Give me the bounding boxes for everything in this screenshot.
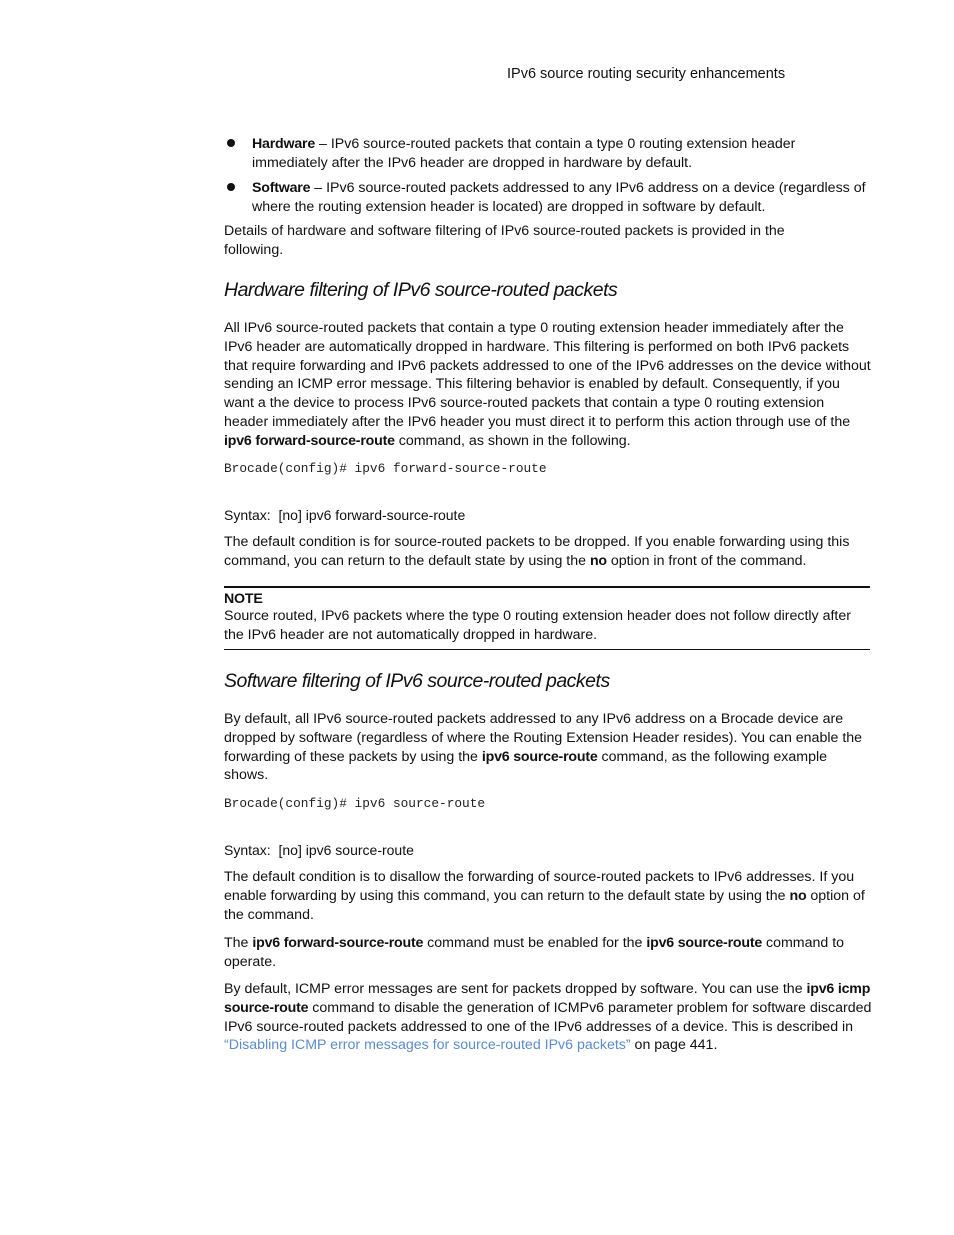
syntax-command: [no] ipv6 forward-source-route [278, 507, 466, 523]
command-ref: no [589, 552, 607, 569]
cross-reference-link[interactable]: “Disabling ICMP error messages for source-routed IPv6 packets” [224, 1037, 631, 1054]
note-label: NOTE [224, 591, 263, 607]
bullet-software [252, 179, 872, 217]
icmp-paragraph [224, 980, 872, 1055]
paragraph-text: option of the command. [224, 887, 865, 923]
syntax-line [224, 841, 414, 860]
note-bottom-rule [224, 649, 870, 650]
command-ref: ipv6 forward-source-route [224, 432, 395, 449]
paragraph-text: The default condition is for source-routed packets to be dropped. If you enable forwarding using this command, you can return to the default state by using the [224, 534, 850, 569]
paragraph-text: command, as shown in the following. [394, 432, 631, 449]
bullet-icon [227, 139, 235, 147]
command-ref: ipv6 forward-source-route [252, 935, 424, 951]
syntax-command: [no] ipv6 source-route [278, 842, 414, 858]
requirement-paragraph [224, 934, 872, 972]
paragraph-text: option in front of the command. [606, 552, 807, 569]
syntax-label: Syntax: [224, 842, 271, 858]
note-text: Source routed, IPv6 packets where the type 0 routing extension header does not follow directly after the IPv6 header are not automatically dropped in hardware. [224, 608, 851, 643]
intro-details: Details of hardware and software filtering of IPv6 source-routed packets is provided in the following. [224, 223, 785, 258]
paragraph-text: By default, all IPv6 source-routed packets addressed to any IPv6 address on a Brocade device are dropped by software (regardless of where the Routing Extension Header resides). You can enable the forwarding of these packets by using the [224, 711, 863, 765]
section-heading-software: Software filtering of IPv6 source-routed packets [224, 670, 610, 692]
bullet-term: Software [252, 180, 311, 196]
syntax-line [224, 506, 465, 525]
paragraph-text: on page 441. [630, 1037, 718, 1054]
paragraph-text: The default condition is to disallow the forwarding of source-routed packets to IPv6 addresses. If you enable forwarding by using this command, you can return to the default state by using the [224, 869, 855, 904]
running-header: IPv6 source routing security enhancements [507, 66, 786, 82]
software-default-paragraph [224, 868, 872, 924]
bullet-text: – IPv6 source-routed packets addressed to any IPv6 address on a device (regardless of where the routing extension header is located) are dropped in software by default. [252, 180, 866, 215]
note-top-rule [224, 586, 870, 588]
paragraph-text: command to operate. [224, 935, 845, 970]
command-ref: ipv6 icmp source-route [224, 981, 871, 1016]
bullet-term: Hardware [252, 136, 316, 152]
paragraph-text: command must be enabled for the [423, 935, 647, 951]
command-ref: no [789, 887, 807, 904]
code-example: Brocade(config)# ipv6 source-route [224, 796, 486, 811]
paragraph-text: All IPv6 source-routed packets that contain a type 0 routing extension header immediately after the IPv6 header are automatically dropped in hardware. This filtering is performed on both IPv6 packets that require forwarding and IPv6 packets addressed to one of the IPv6 addresses on the device without sending an ICMP error message. This filtering behavior is enabled by default. Consequently, if you want a the device to process IPv6 source-routed packets that contain a type 0 routing extension header immediately after the IPv6 header you must direct it to perform this action through use of the [224, 320, 871, 430]
syntax-label: Syntax: [224, 507, 271, 523]
paragraph-text: command to disable the generation of ICMPv6 parameter problem for software discarded IPv6 source-routed packets addressed to one of the IPv6 addresses of a device. This is described in [224, 999, 872, 1035]
section-heading-hardware: Hardware filtering of IPv6 source-routed packets [224, 279, 618, 301]
paragraph-text: command, as the following example shows. [224, 748, 828, 784]
software-paragraph [224, 710, 872, 785]
hardware-default-paragraph [224, 533, 872, 571]
command-ref: ipv6 source-route [646, 935, 763, 951]
paragraph-text: The [224, 935, 253, 951]
paragraph-text: By default, ICMP error messages are sent for packets dropped by software. You can use the [224, 981, 807, 997]
code-example: Brocade(config)# ipv6 forward-source-route [224, 461, 547, 476]
bullet-text: – IPv6 source-routed packets that contain a type 0 routing extension header immediately after the IPv6 header are dropped in hardware by default. [252, 136, 796, 171]
bullet-hardware [252, 135, 872, 173]
bullet-icon [227, 183, 235, 191]
hardware-paragraph [224, 319, 872, 451]
command-ref: ipv6 source-route [481, 748, 598, 765]
